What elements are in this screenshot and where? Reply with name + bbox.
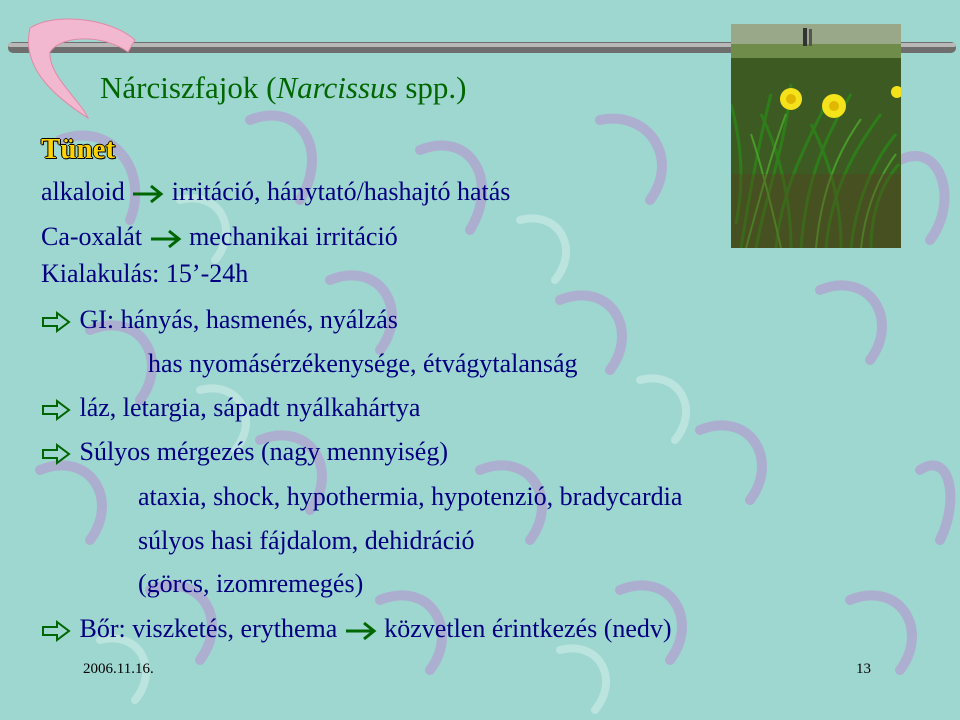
line-text: súlyos hasi fájdalom, dehidráció xyxy=(138,526,475,555)
daffodil-photo xyxy=(731,24,901,248)
outline-arrow-icon xyxy=(41,443,73,465)
solid-arrow-icon xyxy=(131,183,165,205)
line-text: Bőr: viszketés, erythema xyxy=(79,614,338,643)
line-text: has nyomásérzékenysége, étvágytalanság xyxy=(148,349,578,378)
outline-arrow-icon xyxy=(41,399,73,421)
line-ca-oxalat xyxy=(41,222,398,252)
line-text: Kialakulás: 15’-24h xyxy=(41,259,249,288)
line-text: ataxia, shock, hypothermia, hypotenzió, bradycardia xyxy=(138,482,683,511)
subline-has xyxy=(148,349,578,379)
solid-arrow-icon xyxy=(149,228,183,250)
title-suffix: spp.) xyxy=(397,70,467,105)
outline-arrow-icon xyxy=(41,311,73,333)
line-text: Súlyos mérgezés (nagy mennyiség) xyxy=(79,437,448,466)
bullet-gi xyxy=(41,305,398,335)
bullet-sulyos xyxy=(41,437,448,467)
title-prefix: Nárciszfajok ( xyxy=(100,70,277,105)
line-text: irritáció, hánytató/hashajtó hatás xyxy=(171,177,511,206)
slide-title xyxy=(100,70,466,106)
line-text: GI: hányás, hasmenés, nyálzás xyxy=(79,305,398,334)
subline-ataxia xyxy=(138,482,682,512)
subline-gorcs xyxy=(138,569,363,599)
line-text: Ca-oxalát xyxy=(41,222,143,251)
slide-date: 2006.11.16. xyxy=(83,661,154,677)
bullet-laz xyxy=(41,393,420,423)
line-text: láz, letargia, sápadt nyálkahártya xyxy=(79,393,421,422)
line-text: (görcs, izomremegés) xyxy=(138,569,364,598)
line-kialakulas xyxy=(41,259,248,289)
outline-arrow-icon xyxy=(41,620,73,642)
subline-hasi xyxy=(138,526,474,556)
title-italic: Narcissus xyxy=(276,70,398,105)
line-alkaloid xyxy=(41,177,510,207)
line-text: alkaloid xyxy=(41,177,125,206)
bullet-bor xyxy=(41,614,672,644)
line-text: közvetlen érintkezés (nedv) xyxy=(384,614,672,643)
section-heading: Tünet xyxy=(41,133,116,165)
page-number: 13 xyxy=(856,661,871,677)
solid-arrow-icon xyxy=(344,620,378,642)
line-text: mechanikai irritáció xyxy=(189,222,398,251)
